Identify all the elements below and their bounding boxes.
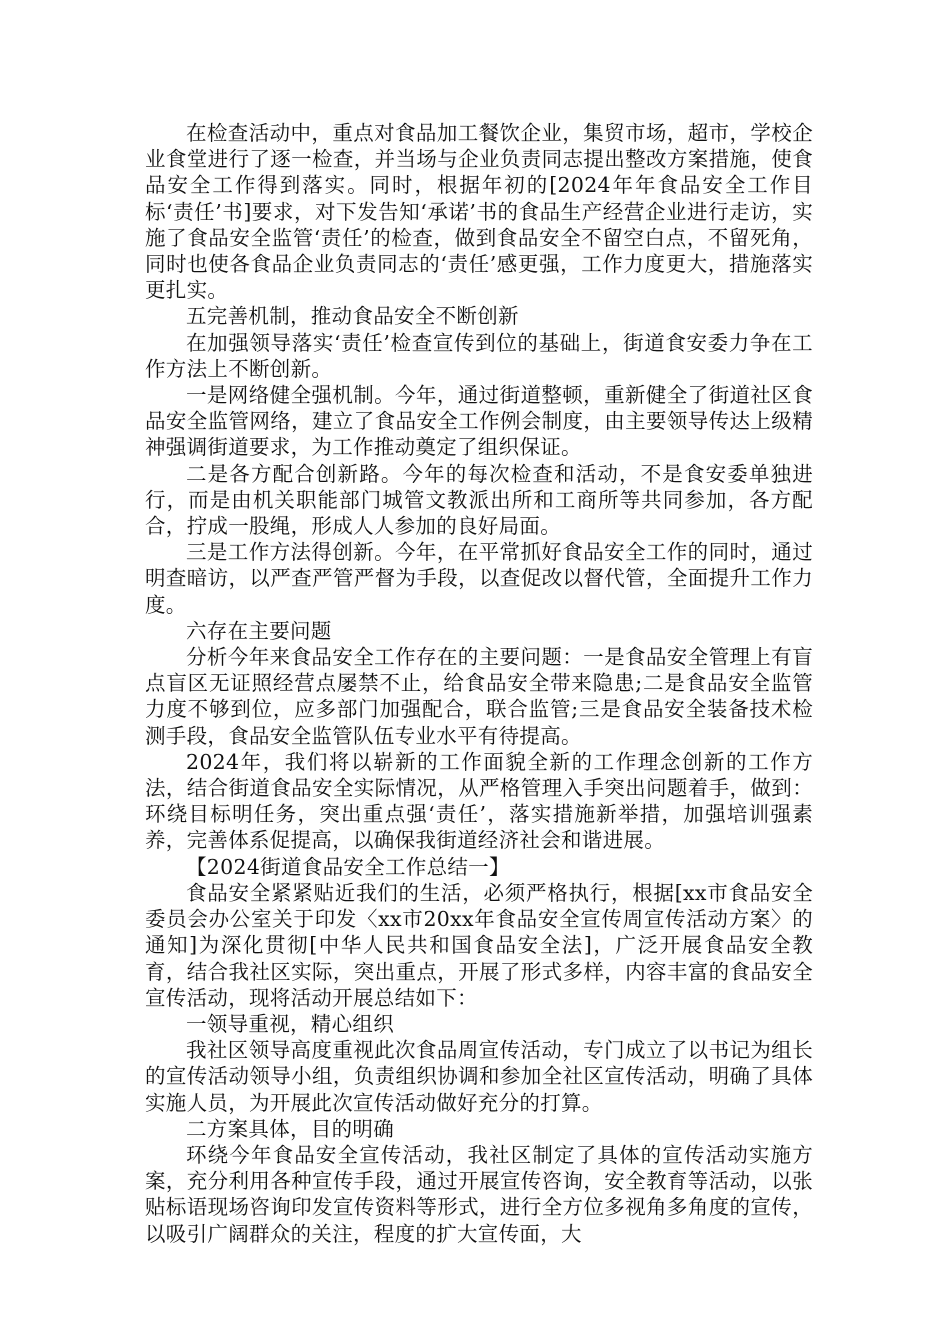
paragraph-network: 一是网络健全强机制。今年，通过街道整顿，重新健全了街道社区食品安全监管网络，建立了食品安全工作例会制度，由主要领导传达上级精神强调街道要求，为工作推动奠定了组织保证。	[145, 383, 813, 460]
document-body	[145, 120, 813, 1247]
paragraph-inspection: 在检查活动中，重点对食品加工餐饮企业，集贸市场，超市，学校企业食堂进行了逐一检查，并当场与企业负责同志提出整改方案措施，使食品安全工作得到落实。同时，根据年初的[2024年年食品安全工作目标‘责任’书]要求，对下发告知‘承诺’书的食品生产经营企业进行走访，实施了食品安全监管‘责任’的检查，做到食品安全不留空白点，不留死角，同时也使各食品企业负责同志的‘责任’感更强，工作力度更大，措施落实更扎实。	[145, 121, 813, 303]
paragraph-leadership: 我社区领导高度重视此次食品周宣传活动，专门成立了以书记为组长的宣传活动领导小组，负责组织协调和参加全社区宣传活动，明确了具体实施人员，为开展此次宣传活动做好充分的打算。	[145, 1038, 813, 1115]
section-heading-6: 六存在主要问题	[186, 618, 332, 643]
paragraph-problems: 分析今年来食品安全工作存在的主要问题：一是食品安全管理上有盲点盲区无证照经营点屡禁不止，给食品安全带来隐患;二是食品安全监管力度不够到位，应多部门加强配合，联合监管;三是食品安全装备技术检测手段，食品安全监管队伍专业水平有待提高。	[145, 645, 813, 748]
section-heading-leadership: 一领导重视，精心组织	[186, 1011, 394, 1036]
paragraph-plan: 环绕今年食品安全宣传活动，我社区制定了具体的宣传活动实施方案，充分利用各种宣传手段，通过开展宣传咨询，安全教育等活动，以张贴标语现场咨询印发宣传资料等形式，进行全方位多视角多角度的宣传，以吸引广阔群众的关注，程度的扩大宣传面，大	[145, 1142, 813, 1246]
paragraph-summary-intro: 食品安全紧紧贴近我们的生活，必须严格执行，根据[xx市食品安全委员会办公室关于印发〈xx市20xx年食品安全宣传周宣传活动方案〉的通知]为深化贯彻[中华人民共和国食品安全法]，广泛开展食品安全教育，结合我社区实际，突出重点，开展了形式多样，内容丰富的食品安全宣传活动，现将活动开展总结如下：	[145, 880, 813, 1010]
paragraph-methods: 三是工作方法得创新。今年，在平常抓好食品安全工作的同时，通过明查暗访，以严查严管严督为手段，以查促改以督代管，全面提升工作力度。	[145, 540, 813, 617]
section-heading-plan: 二方案具体，目的明确	[186, 1116, 394, 1141]
paragraph-outlook: 2024年，我们将以崭新的工作面貌全新的工作理念创新的工作方法，结合街道食品安全实际情况，从严格管理入手突出问题着手，做到：环绕目标明任务，突出重点强‘责任’，落实措施新举措，加强培训强素养，完善体系促提高，以确保我街道经济社会和谐进展。	[145, 749, 813, 853]
section-heading-5: 五完善机制，推动食品安全不断创新	[186, 304, 519, 329]
paragraph-cooperation: 二是各方配合创新路。今年的每次检查和活动，不是食安委单独进行，而是由机关职能部门城管文教派出所和工商所等共同参加，各方配合，拧成一股绳，形成人人参加的良好局面。	[145, 461, 813, 539]
paragraph-innovation-intro: 在加强领导落实‘责任’检查宣传到位的基础上，街道食安委力争在工作方法上不断创新。	[145, 330, 813, 381]
summary-title: 【2024街道食品安全工作总结一】	[186, 854, 510, 879]
